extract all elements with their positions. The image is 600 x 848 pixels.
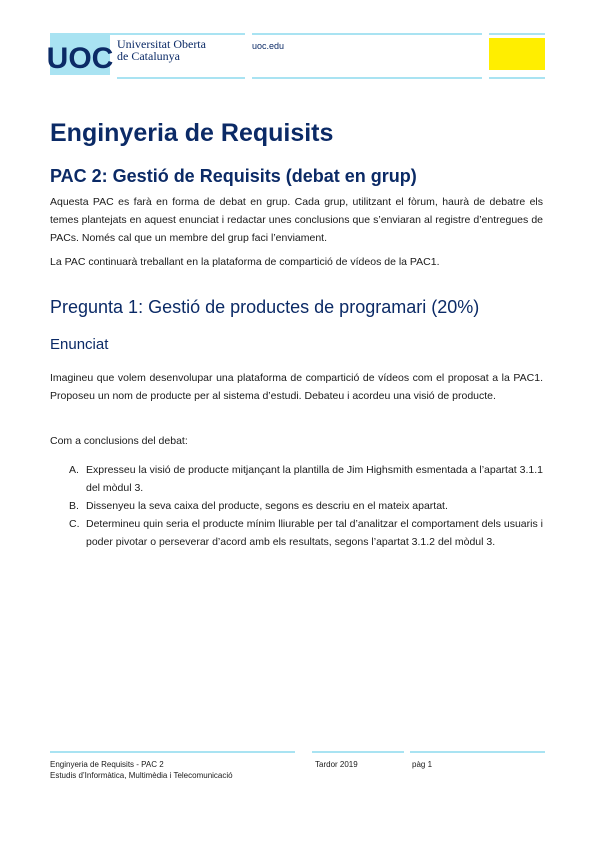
header-rule-top-left [50, 33, 245, 35]
list-item-text: Dissenyeu la seva caixa del producte, segons es descriu en el mateix apartat. [86, 500, 448, 512]
header-rule-bottom-left [117, 77, 245, 79]
list-item [50, 515, 543, 551]
footer-course: Enginyeria de Requisits - PAC 2 [50, 760, 164, 769]
header-rule-top-right [489, 33, 545, 35]
footer-rule-right [410, 751, 545, 753]
header-rule-top-mid [252, 33, 482, 35]
logo-text: UOC [46, 42, 114, 75]
university-url: uoc.edu [252, 41, 285, 51]
university-line-2: de Catalunya [117, 49, 180, 63]
statement-heading: Enunciat [50, 336, 109, 353]
university-line-1: Universitat Oberta [117, 37, 206, 51]
header-rule-bottom-mid [252, 77, 482, 79]
list-item-letter: C. [69, 518, 80, 530]
intro-paragraph: Aquesta PAC es farà en forma de debat en grup. Cada grup, utilitzant el fòrum, haurà de debatre els temes plantejats en aquest enunciat i redactar unes conclusions que s’enviaran al registre d’entregues de PACs. Només cal que un membre del grup faci l’enviament. [50, 196, 543, 244]
footer-studies: Estudis d’Informàtica, Multimèdia i Telecomunicació [50, 771, 233, 780]
platform-paragraph: La PAC continuarà treballant en la plataforma de compartició de vídeos de la PAC1. [50, 256, 440, 268]
conclusions-intro: Com a conclusions del debat: [50, 435, 188, 447]
footer-semester: Tardor 2019 [315, 760, 358, 769]
conclusions-list [50, 461, 543, 551]
header-rule-bottom-right [489, 77, 545, 79]
uoc-logo [46, 35, 114, 75]
pac-title: PAC 2: Gestió de Requisits (debat en grup) [50, 166, 417, 186]
list-item [50, 497, 543, 515]
document-title: Enginyeria de Requisits [50, 119, 334, 147]
question-title: Pregunta 1: Gestió de productes de programari (20%) [50, 297, 480, 317]
list-item-letter: B. [69, 500, 79, 512]
list-item-letter: A. [69, 464, 79, 476]
header-yellow-box [489, 38, 545, 70]
list-item-text: Expresseu la visió de producte mitjançant la plantilla de Jim Highsmith esmentada a l’apartat 3.1.1 del mòdul 3. [86, 464, 543, 494]
footer-rule-left [50, 751, 295, 753]
footer-rule-mid [312, 751, 404, 753]
university-name [117, 38, 206, 62]
statement-paragraph: Imagineu que volem desenvolupar una plataforma de compartició de vídeos com el proposat a la PAC1. Proposeu un nom de producte per al sistema d’estudi. Debateu i acordeu una visió de producte. [50, 372, 543, 402]
list-item-text: Determineu quin seria el producte mínim lliurable per tal d’analitzar el comportament dels usuaris i poder pivotar o perseverar d’acord amb els resultats, segons l’apartat 3.1.2 del mòdul 3. [86, 518, 543, 548]
list-item [50, 461, 543, 497]
footer-page-number: pàg 1 [412, 760, 433, 769]
